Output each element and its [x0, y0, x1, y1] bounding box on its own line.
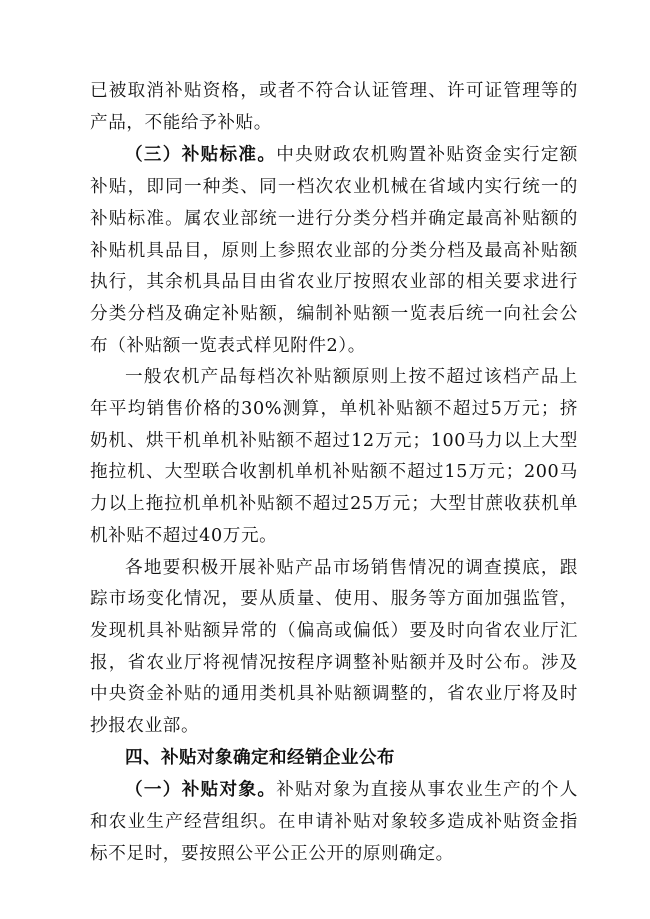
- paragraph-text: 一般农机产品每档次补贴额原则上按不超过该档产品上年平均销售价格的30%测算，单机补贴额不超过5万元；挤奶机、烘干机单机补贴额不超过12万元；100马力以上大型拖拉机、大型联合收割机单机补贴额不超过15万元；200马力以上拖拉机单机补贴额不超过25万元；大型甘蔗收获机单机补贴不超过40万元。: [90, 367, 578, 546]
- paragraph-text: 各地要积极开展补贴产品市场销售情况的调查摸底，跟踪市场变化情况，要从质量、使用、服务等方面加强监管，发现机具补贴额异常的（偏高或偏低）要及时向省农业厅汇报，省农业厅将视情况按程序调整补贴额并及时公布。涉及中央资金补贴的通用类机具补贴额调整的，省农业厅将及时抄报农业部。: [90, 557, 578, 737]
- paragraph-text: 中央财政农机购置补贴资金实行定额补贴，即同一种类、同一档次农业机械在省域内实行统一的补贴标准。属农业部统一进行分类分档并确定最高补贴额的补贴机具品目，原则上参照农业部的分类分档及最高补贴额执行，其余机具品目由省农业厅按照农业部的相关要求进行分类分档及确定补贴额，编制补贴额一览表后统一向社会公布（补贴额一览表式样见附件2）。: [90, 145, 578, 356]
- document-body: [90, 76, 578, 871]
- clause-heading-subsidy-recipients: （一）补贴对象。: [125, 779, 277, 801]
- section-heading: 四、补贴对象确定和经销企业公布: [125, 747, 395, 768]
- paragraph-text: 已被取消补贴资格，或者不符合认证管理、许可证管理等的产品，不能给予补贴。: [90, 81, 578, 133]
- paragraph-market-survey: [90, 553, 578, 743]
- paragraph-subsidy-amounts: [90, 362, 578, 552]
- paragraph-text: 补贴对象为直接从事农业生产的个人和农业生产经营组织。在申请补贴对象较多造成补贴资金指标不足时，要按照公平公正公开的原则确定。: [90, 780, 578, 864]
- paragraph-subsidy-standard: [90, 139, 578, 362]
- paragraph-subsidy-disqualification: [90, 76, 578, 139]
- paragraph-subsidy-recipients: [90, 774, 578, 870]
- clause-heading-subsidy-standard: （三）补贴标准。: [125, 144, 277, 166]
